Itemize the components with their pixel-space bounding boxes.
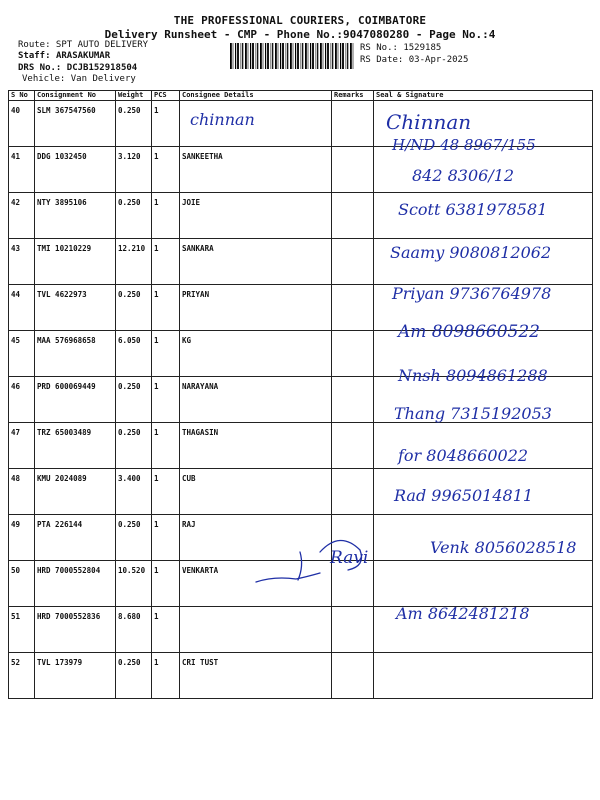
drs-number: DCJB152918504: [66, 63, 138, 73]
cell-consignment-no: KMU 2024089: [35, 469, 116, 515]
barcode-bar: [280, 43, 281, 69]
cell-weight: 8.680: [116, 607, 152, 653]
table-header-row: [9, 91, 593, 101]
vehicle-text: Vehicle: Van Delivery: [22, 74, 136, 84]
table-row: [9, 653, 593, 699]
cell-consignee: SANKEETHA: [180, 147, 332, 193]
signature-row-49: Rad 9965014811: [394, 486, 534, 505]
signature-row-51: Ravi: [330, 548, 369, 568]
barcode-bar: [267, 43, 269, 69]
signature-row-42: Scott 6381978581: [398, 200, 548, 219]
barcode-bar: [263, 43, 264, 69]
col-consignment: Consignment No: [35, 91, 116, 101]
cell-consignee: JOIE: [180, 193, 332, 239]
cell-consignee: CUB: [180, 469, 332, 515]
cell-consignee: THAGASIN: [180, 423, 332, 469]
signature-row-50: Venk 8056028518: [430, 538, 577, 557]
cell-consignee: [180, 607, 332, 653]
cell-consignment-no: HRD 7000552836: [35, 607, 116, 653]
cell-weight: 10.520: [116, 561, 152, 607]
barcode-bar: [353, 43, 354, 69]
cell-remarks: [332, 607, 374, 653]
barcode-bar: [332, 43, 333, 69]
route-text: Route: SPT AUTO DELIVERY: [18, 40, 149, 50]
barcode-bar: [323, 43, 324, 69]
handwritten-consignee-40: chinnan: [190, 110, 255, 129]
cell-pcs: 1: [152, 515, 180, 561]
cell-remarks: [332, 423, 374, 469]
cell-consignee: SANKARA: [180, 239, 332, 285]
cell-remarks: [332, 377, 374, 423]
cell-signature: [374, 653, 593, 699]
barcode-bar: [308, 43, 309, 69]
cell-remarks: [332, 239, 374, 285]
barcode-bar: [272, 43, 273, 69]
col-sno: S No: [9, 91, 35, 101]
cell-pcs: 1: [152, 377, 180, 423]
barcode-bar: [256, 43, 257, 69]
cell-pcs: 1: [152, 285, 180, 331]
barcode-bar: [241, 43, 242, 69]
cell-weight: 6.050: [116, 331, 152, 377]
cell-pcs: 1: [152, 239, 180, 285]
cell-signature: [374, 561, 593, 607]
cell-consignment-no: PRD 600069449: [35, 377, 116, 423]
cell-sno: 49: [9, 515, 35, 561]
cell-remarks: [332, 193, 374, 239]
signature-row-43: Saamy 9080812062: [390, 243, 552, 262]
barcode-bar: [310, 43, 311, 69]
cell-sno: 51: [9, 607, 35, 653]
barcode-bar: [271, 43, 272, 69]
cell-consignee: CRI TUST: [180, 653, 332, 699]
cell-pcs: 1: [152, 653, 180, 699]
barcode-bar: [286, 43, 287, 69]
cell-remarks: [332, 101, 374, 147]
signature-row-41b: 842 8306/12: [412, 166, 515, 185]
col-weight: Weight: [116, 91, 152, 101]
barcode-bar: [260, 43, 262, 69]
staff-line: [18, 51, 110, 62]
barcode-bar: [317, 43, 318, 69]
drs-label: DRS No.:: [18, 63, 62, 73]
cell-sno: 47: [9, 423, 35, 469]
cell-pcs: 1: [152, 193, 180, 239]
cell-sno: 46: [9, 377, 35, 423]
cell-consignment-no: NTY 3895106: [35, 193, 116, 239]
barcode-bar: [248, 43, 249, 69]
barcode-bar: [278, 43, 279, 69]
cell-weight: 0.250: [116, 653, 152, 699]
cell-sno: 50: [9, 561, 35, 607]
cell-weight: 0.250: [116, 423, 152, 469]
cell-sno: 40: [9, 101, 35, 147]
barcode-bar: [290, 43, 292, 69]
cell-remarks: [332, 147, 374, 193]
barcode-bar: [250, 43, 251, 69]
cell-sno: 44: [9, 285, 35, 331]
barcode-bar: [305, 43, 307, 69]
barcode-bar: [282, 43, 284, 69]
col-pcs: PCS: [152, 91, 180, 101]
barcode-bar: [230, 43, 232, 69]
barcode-bar: [316, 43, 317, 69]
barcode-bar: [327, 43, 329, 69]
cell-consignee: RAJ: [180, 515, 332, 561]
cell-consignment-no: TMI 10210229: [35, 239, 116, 285]
cell-remarks: [332, 469, 374, 515]
signature-row-41: H/ND 48 8967/155: [392, 136, 536, 154]
signature-row-48: for 8048660022: [398, 446, 529, 465]
barcode-bar: [340, 43, 341, 69]
cell-consignment-no: MAA 576968658: [35, 331, 116, 377]
cell-sno: 42: [9, 193, 35, 239]
rs-date: RS Date: 03-Apr-2025: [360, 55, 469, 65]
cell-weight: 0.250: [116, 377, 152, 423]
cell-pcs: 1: [152, 147, 180, 193]
barcode: [230, 43, 355, 69]
cell-remarks: [332, 653, 374, 699]
cell-consignment-no: TVL 4622973: [35, 285, 116, 331]
col-remarks: Remarks: [332, 91, 374, 101]
cell-sno: 52: [9, 653, 35, 699]
staff-name: ARASAKUMAR: [55, 51, 111, 61]
signature-row-47: Thang 7315192053: [394, 404, 552, 423]
cell-consignment-no: SLM 367547560: [35, 101, 116, 147]
barcode-bar: [293, 43, 294, 69]
barcode-bar: [245, 43, 247, 69]
cell-consignment-no: HRD 7000552804: [35, 561, 116, 607]
runsheet-title: Delivery Runsheet - CMP - Phone No.:9047080280 - Page No.:4: [104, 28, 496, 41]
signature-row-44: Priyan 9736764978: [392, 284, 552, 303]
barcode-bar: [233, 43, 234, 69]
barcode-bar: [295, 43, 296, 69]
cell-consignment-no: TRZ 65003489: [35, 423, 116, 469]
barcode-bar: [237, 43, 239, 69]
drs-line: [18, 63, 137, 74]
cell-remarks: [332, 331, 374, 377]
cell-consignment-no: TVL 173979: [35, 653, 116, 699]
cell-consignee: NARAYANA: [180, 377, 332, 423]
signature-row-52: Am 8642481218: [396, 604, 530, 623]
cell-weight: 0.250: [116, 101, 152, 147]
col-consignee: Consignee Details: [180, 91, 332, 101]
cell-pcs: 1: [152, 607, 180, 653]
barcode-bar: [297, 43, 299, 69]
cell-sno: 41: [9, 147, 35, 193]
company-title: THE PROFESSIONAL COURIERS, COIMBATORE: [173, 14, 427, 27]
barcode-bar: [331, 43, 332, 69]
cell-weight: 0.250: [116, 515, 152, 561]
barcode-bar: [257, 43, 258, 69]
table-row: [9, 561, 593, 607]
barcode-bar: [275, 43, 277, 69]
staff-label: Staff:: [18, 51, 51, 61]
signature-row-45: Am 8098660522: [398, 322, 540, 342]
barcode-bar: [235, 43, 236, 69]
cell-weight: 12.210: [116, 239, 152, 285]
col-signature: Seal & Signature: [374, 91, 593, 101]
cell-sno: 43: [9, 239, 35, 285]
barcode-bar: [287, 43, 288, 69]
barcode-bar: [252, 43, 254, 69]
barcode-bar: [335, 43, 337, 69]
rs-number: RS No.: 1529185: [360, 43, 442, 53]
cell-pcs: 1: [152, 101, 180, 147]
cell-weight: 3.120: [116, 147, 152, 193]
cell-sno: 45: [9, 331, 35, 377]
barcode-bar: [342, 43, 344, 69]
barcode-bar: [302, 43, 303, 69]
cell-remarks: [332, 285, 374, 331]
cell-weight: 0.250: [116, 285, 152, 331]
barcode-bar: [338, 43, 339, 69]
signature-row-46: Nnsh 8094861288: [398, 366, 548, 385]
cell-consignment-no: PTA 226144: [35, 515, 116, 561]
cell-pcs: 1: [152, 331, 180, 377]
cell-weight: 3.400: [116, 469, 152, 515]
cell-sno: 48: [9, 469, 35, 515]
barcode-bar: [350, 43, 352, 69]
cell-weight: 0.250: [116, 193, 152, 239]
cell-consignment-no: DDG 1032450: [35, 147, 116, 193]
cell-consignee: VENKARTA: [180, 561, 332, 607]
barcode-bar: [301, 43, 302, 69]
barcode-bar: [347, 43, 348, 69]
barcode-bar: [242, 43, 243, 69]
barcode-bar: [312, 43, 314, 69]
signature-row-40: Chinnan: [386, 110, 472, 134]
barcode-bar: [346, 43, 347, 69]
cell-consignee: PRIYAN: [180, 285, 332, 331]
cell-consignee: KG: [180, 331, 332, 377]
cell-pcs: 1: [152, 423, 180, 469]
barcode-bar: [325, 43, 326, 69]
cell-pcs: 1: [152, 561, 180, 607]
cell-pcs: 1: [152, 469, 180, 515]
barcode-bar: [265, 43, 266, 69]
barcode-bar: [320, 43, 322, 69]
